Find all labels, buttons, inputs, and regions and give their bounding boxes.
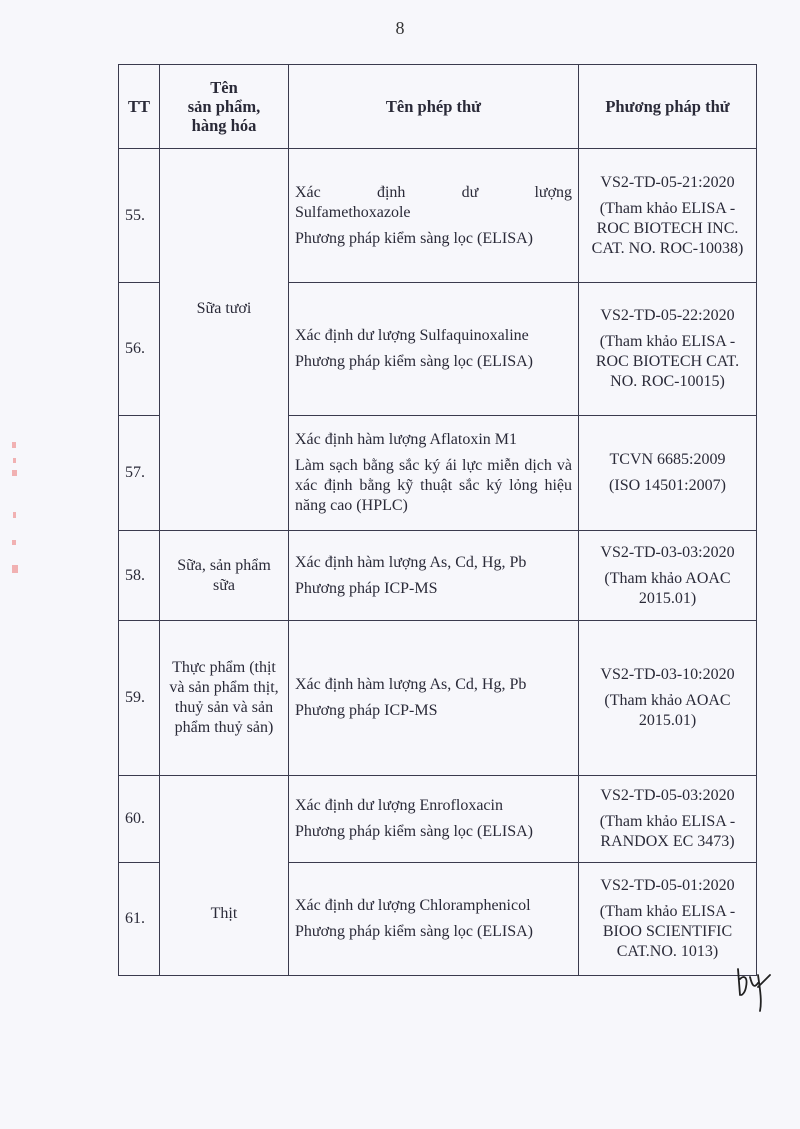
test-name [289,416,579,531]
header-method: Phương pháp thử [579,65,757,149]
method [579,863,757,976]
header-product-line: hàng hóa [191,116,257,135]
method-code: VS2-TD-05-01:2020 [600,877,735,894]
method-code: VS2-TD-05-21:2020 [600,173,735,191]
test-name [289,776,579,863]
test-name-line: Xác định dư lượng Enrofloxacin [295,797,503,814]
test-name [289,149,579,283]
test-name-line: Xác định hàm lượng Aflatoxin M1 [295,431,517,448]
test-method-line: Phương pháp kiểm sàng lọc (ELISA) [295,823,533,840]
method-reference: (Tham khảo ELISA - ROC BIOTECH CAT. NO. ROC-10015) [595,333,740,390]
product-name: Sữa, sản phẩm sữa [160,531,289,621]
row-number: 55. [119,149,160,283]
method [579,776,757,863]
method-code: VS2-TD-05-03:2020 [600,787,735,804]
method-reference: (Tham khảo AOAC 2015.01) [604,692,731,729]
test-method-line: Phương pháp kiểm sàng lọc (ELISA) [295,923,533,940]
test-name [289,283,579,416]
header-product [160,65,289,149]
table-row [119,776,757,863]
method-code: VS2-TD-05-22:2020 [600,307,735,324]
scan-artifact-red-marks [10,440,22,590]
test-method-line: Phương pháp kiểm sàng lọc (ELISA) [295,229,533,247]
test-name [289,621,579,776]
test-method-line: Phương pháp kiểm sàng lọc (ELISA) [295,353,533,370]
product-name [160,776,289,976]
method [579,283,757,416]
product-name-text: Sữa tươi [196,300,252,317]
method [579,149,757,283]
header-tt: TT [119,65,160,149]
method-reference: (Tham khảo ELISA - RANDOX EC 3473) [599,813,736,850]
row-number: 59. [119,621,160,776]
test-name [289,531,579,621]
method-code: VS2-TD-03-03:2020 [600,543,735,561]
row-number: 58. [119,531,160,621]
row-number: 61. [119,863,160,976]
method [579,621,757,776]
test-method-line: Phương pháp ICP-MS [295,579,438,597]
method-reference: (Tham khảo ELISA - ROC BIOTECH INC. CAT. NO. ROC-10038) [591,199,744,257]
test-name [289,863,579,976]
row-number: 56. [119,283,160,416]
test-name-line: Xác định hàm lượng As, Cd, Hg, Pb [295,553,527,571]
method [579,531,757,621]
header-product-line: Tên [210,78,238,97]
test-name-line: Xác định dư lượng [295,183,573,201]
method-reference: (Tham khảo ELISA - BIOO SCIENTIFIC CAT.NO. 1013) [599,903,736,960]
header-product-line: sản phẩm, [187,97,261,116]
table-header-row [119,65,757,149]
method-reference: (ISO 14501:2007) [609,477,726,494]
method-reference: (Tham khảo AOAC 2015.01) [604,569,731,607]
page-number: 8 [395,18,405,38]
test-methods-table [118,64,757,976]
method [579,416,757,531]
test-name-line: Xác định dư lượng Chloramphenicol [295,897,531,914]
test-name-line: Xác định dư lượng Sulfaquinoxaline [295,327,529,344]
product-name: Thực phẩm (thịt và sản phẩm thịt, thuỷ sản và sản phẩm thuỷ sản) [160,621,289,776]
test-method-line: Làm sạch bằng sắc ký ái lực miễn dịch và xác định bằng kỹ thuật sắc ký lỏng hiệu năng cao (HPLC) [295,457,572,514]
table-row [119,531,757,621]
method-code: TCVN 6685:2009 [609,451,726,468]
product-name-text: Thịt [210,905,238,922]
table-row [119,621,757,776]
handwritten-initials-signature [732,965,772,1015]
test-method-line: Phương pháp ICP-MS [295,702,438,719]
table-row [119,149,757,283]
row-number: 60. [119,776,160,863]
method-code: VS2-TD-03-10:2020 [600,666,735,683]
product-name [160,149,289,531]
header-test-name: Tên phép thử [289,65,579,149]
test-name-line: Xác định hàm lượng As, Cd, Hg, Pb [295,676,527,693]
row-number: 57. [119,416,160,531]
test-name-line: Sulfamethoxazole [295,203,411,221]
